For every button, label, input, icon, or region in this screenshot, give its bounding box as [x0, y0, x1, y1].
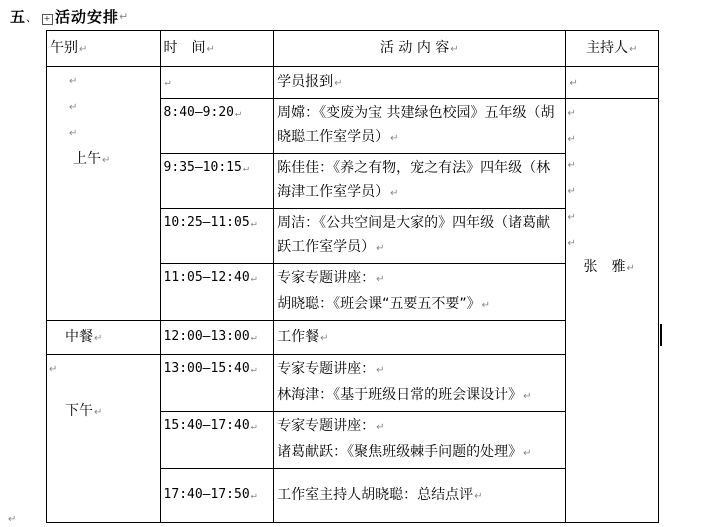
header-content: 活 动 内 容↵ — [274, 31, 565, 67]
morning-label: 上午 — [73, 151, 101, 167]
table-header-row — [47, 31, 659, 67]
header-host: 主持人↵ — [565, 31, 658, 67]
content-cell: 陈佳佳：《养之有物，宠之有法》四年级（林海津工作室学员）↵ — [274, 154, 565, 209]
time-cell: 11:05—12:40↵ — [160, 264, 274, 321]
section-title: 活动安排 — [55, 8, 120, 26]
content-cell: 专家专题讲座：↵ 林海津：《基于班级日常的班会课设计》↵ — [274, 355, 565, 412]
text-cursor — [660, 324, 662, 346]
time-cell: 12:00—13:00↵ — [160, 321, 274, 355]
content-cell: 周洁：《公共空间是大家的》四年级（诸葛献跃工作室学员）↵ — [274, 209, 565, 264]
section-separator: 、 — [26, 10, 39, 24]
content-cell: 专家专题讲座：↵ 诸葛献跃：《聚焦班级棘手问题的处理》↵ — [274, 412, 565, 469]
host-cell: ↵ ↵ ↵ ↵ ↵ ↵ 张 雅↵ — [565, 99, 658, 523]
schedule-table — [46, 30, 659, 523]
content-cell: 专家专题讲座：↵ 胡晓聪：《班会课“五要五不要”》↵ — [274, 264, 565, 321]
time-cell: ↵ — [160, 67, 274, 99]
table-anchor-icon[interactable]: + — [43, 14, 52, 23]
header-period: 午别↵ — [47, 31, 161, 67]
time-cell: 17:40—17:50↵ — [160, 469, 274, 523]
time-cell: 13:00—15:40↵ — [160, 355, 274, 412]
paragraph-mark-icon: ↵ — [8, 514, 17, 525]
afternoon-label: 下午 — [65, 403, 93, 419]
host-cell-empty: ↵ — [565, 67, 658, 99]
content-cell: 学员报到↵ — [274, 67, 565, 99]
lunch-label: 中餐 — [65, 328, 93, 345]
content-cell: 工作餐↵ — [274, 321, 565, 355]
paragraph-mark-icon: ↵ — [119, 10, 130, 23]
time-cell: 10:25—11:05↵ — [160, 209, 274, 264]
period-morning: ↵ ↵ ↵ 上午↵ — [47, 67, 161, 321]
section-number: 五 — [10, 8, 27, 26]
host-name: 张 雅 — [583, 259, 626, 275]
period-afternoon: ↵ 下午↵ — [47, 355, 161, 523]
time-cell: 15:40—17:40↵ — [160, 412, 274, 469]
time-cell: 9:35—10:15↵ — [160, 154, 274, 209]
section-heading — [10, 6, 129, 27]
period-lunch: 中餐↵ — [47, 321, 161, 355]
table-row — [47, 67, 659, 99]
time-cell: 8:40—9:20↵ — [160, 99, 274, 154]
content-cell: 周嫦：《变废为宝 共建绿色校园》五年级（胡晓聪工作室学员）↵ — [274, 99, 565, 154]
content-cell: 工作室主持人胡晓聪：总结点评↵ — [274, 469, 565, 523]
header-time: 时 间↵ — [160, 31, 274, 67]
